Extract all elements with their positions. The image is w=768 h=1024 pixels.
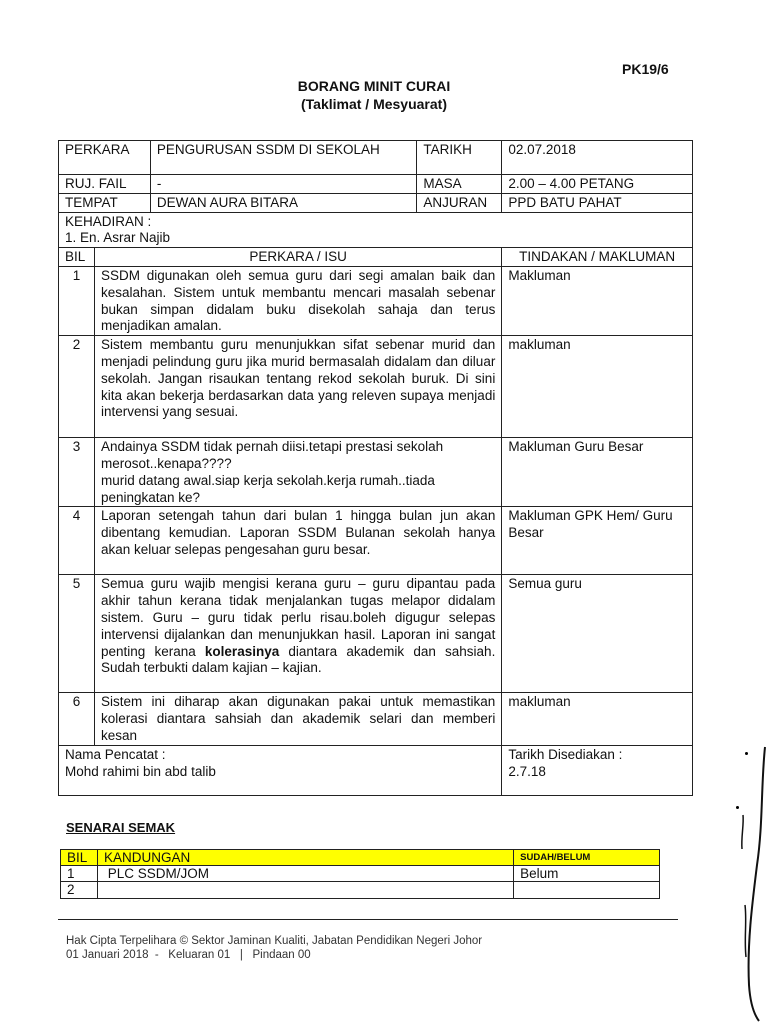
tempat-value: DEWAN AURA BITARA (150, 193, 416, 212)
kehadiran-row (59, 212, 693, 248)
checklist-row (61, 882, 660, 899)
footer-edition: 01 Januari 2018 - Keluaran 01 | Pindaan 00 (66, 949, 311, 961)
form-subtitle: (Taklimat / Mesyuarat) (300, 96, 447, 112)
kehadiran-value: 1. En. Asrar Najib (65, 230, 171, 246)
row-tindakan: Makluman GPK Hem/ Guru Besar (502, 507, 693, 575)
table-row (59, 693, 693, 745)
row-bil: 5 (59, 575, 95, 693)
table-row (59, 507, 693, 575)
anjuran-label: ANJURAN (417, 193, 502, 212)
row-isu (94, 438, 501, 507)
pencatat-cell (59, 745, 502, 795)
rujfail-label: RUJ. FAIL (59, 175, 151, 194)
row-bil: 1 (59, 266, 95, 335)
row-tindakan: makluman (502, 693, 693, 745)
table-row (59, 438, 693, 507)
checklist-header-status: SUDAH/BELUM (514, 850, 660, 866)
document-code: PK19/6 (622, 61, 669, 77)
tarikh-disediakan-cell (502, 745, 693, 795)
row-isu: Laporan setengah tahun dari bulan 1 hingga bulan jun akan dibentang kemudian. Laporan SSDM Bulanan sekolah hanya akan keluar selepas pengesahan guru besar. (94, 507, 501, 575)
tempat-label: TEMPAT (59, 193, 151, 212)
tarikh-disediakan-label: Tarikh Disediakan : (508, 746, 623, 762)
senarai-semak-title: SENARAI SEMAK (66, 820, 176, 835)
footer-copyright: Hak Cipta Terpelihara © Sektor Jaminan Kualiti, Jabatan Pendidikan Negeri Johor (66, 935, 483, 947)
masa-label: MASA (417, 175, 502, 194)
row-isu: Sistem membantu guru menunjukkan sifat sebenar murid dan menjadi pelindung guru jika murid bermasalah didalam dan diluar sekolah. Jangan risaukan tentang rekod sekolah buruk. Di sini kita akan bekerja berdasarkan data yang releven supaya menjadi intervensi yang sesuai. (94, 336, 501, 438)
pencatat-name: Mohd rahimi bin abd talib (65, 763, 216, 779)
row-isu-line: Andainya SSDM tidak pernah diisi.tetapi prestasi sekolah merosot..kenapa???? (100, 439, 444, 471)
minutes-table (58, 140, 693, 796)
row-tindakan: Makluman (502, 266, 693, 335)
row-bil: 4 (59, 507, 95, 575)
checklist-kandungan: PLC SSDM/JOM (97, 866, 513, 882)
table-header-row (59, 248, 693, 267)
perkara-value: PENGURUSAN SSDM DI SEKOLAH (150, 141, 416, 175)
row-isu: SSDM digunakan oleh semua guru dari segi amalan baik dan kesalahan. Sistem untuk membantu mencari masalah sebenar bukan simpan didalam buku disekolah sahaja dan terus menjadikan amalan. (94, 266, 501, 335)
row-bil: 6 (59, 693, 95, 745)
anjuran-value: PPD BATU PAHAT (502, 193, 693, 212)
row-isu-line: murid datang awal.siap kerja sekolah.kerja rumah..tiada peningkatan ke? (100, 472, 435, 505)
row-tindakan: Makluman Guru Besar (502, 438, 693, 507)
checklist-header-bil: BIL (61, 850, 98, 866)
header-perkara-isu: PERKARA / ISU (94, 248, 501, 267)
row-bil: 2 (59, 336, 95, 438)
header-tindakan: TINDAKAN / MAKLUMAN (502, 248, 693, 267)
tarikh-value: 02.07.2018 (502, 141, 693, 175)
table-row (59, 575, 693, 693)
table-row (59, 266, 693, 335)
pencatat-row (59, 745, 693, 795)
checklist-header-row (61, 850, 660, 866)
tarikh-label: TARIKH (417, 141, 502, 175)
table-row (59, 336, 693, 438)
row-isu-text: diantara akademik dan sahsiah. Sudah terbukti dalam kajian – kajian. (100, 643, 496, 676)
tarikh-disediakan-value: 2.7.18 (508, 763, 546, 779)
kehadiran-label: KEHADIRAN : (65, 213, 152, 229)
checklist-bil: 2 (61, 882, 98, 899)
row-isu-text: Semua guru wajib mengisi kerana guru – guru dipantau pada akhir tahun kerana tidak menjalankan tugas melapor didalam sistem. Guru – guru tidak perlu risau.boleh digugur selepas intervensi dijalankan dan menunjukkan hasil. Laporan ini sangat penting kerana (100, 576, 496, 659)
checklist-row (61, 866, 660, 882)
masa-value: 2.00 – 4.00 PETANG (502, 175, 693, 194)
info-row-tempat (59, 193, 693, 212)
checklist-kandungan (97, 882, 513, 899)
info-row-perkara (59, 141, 693, 175)
row-tindakan: Semua guru (502, 575, 693, 693)
kehadiran-cell (59, 212, 693, 248)
header-bil: BIL (59, 248, 95, 267)
row-isu (94, 575, 501, 693)
perkara-label: PERKARA (59, 141, 151, 175)
info-row-rujfail (59, 175, 693, 194)
checklist-status: Belum (514, 866, 660, 882)
checklist-bil: 1 (61, 866, 98, 882)
checklist-status (514, 882, 660, 899)
checklist-header-kandungan: KANDUNGAN (97, 850, 513, 866)
form-title: BORANG MINIT CURAI (297, 78, 451, 94)
row-bil: 3 (59, 438, 95, 507)
checklist-table (60, 849, 660, 899)
row-tindakan: makluman (502, 336, 693, 438)
footer-divider (58, 919, 678, 920)
row-isu-bold: kolerasinya (204, 643, 280, 659)
pencatat-label: Nama Pencatat : (65, 746, 166, 762)
rujfail-value: - (150, 175, 416, 194)
row-isu: Sistem ini diharap akan digunakan pakai untuk memastikan kolerasi diantara sahsiah dan akademik selari dan memberi kesan (94, 693, 501, 745)
binding-edge-scribble (735, 745, 768, 1024)
